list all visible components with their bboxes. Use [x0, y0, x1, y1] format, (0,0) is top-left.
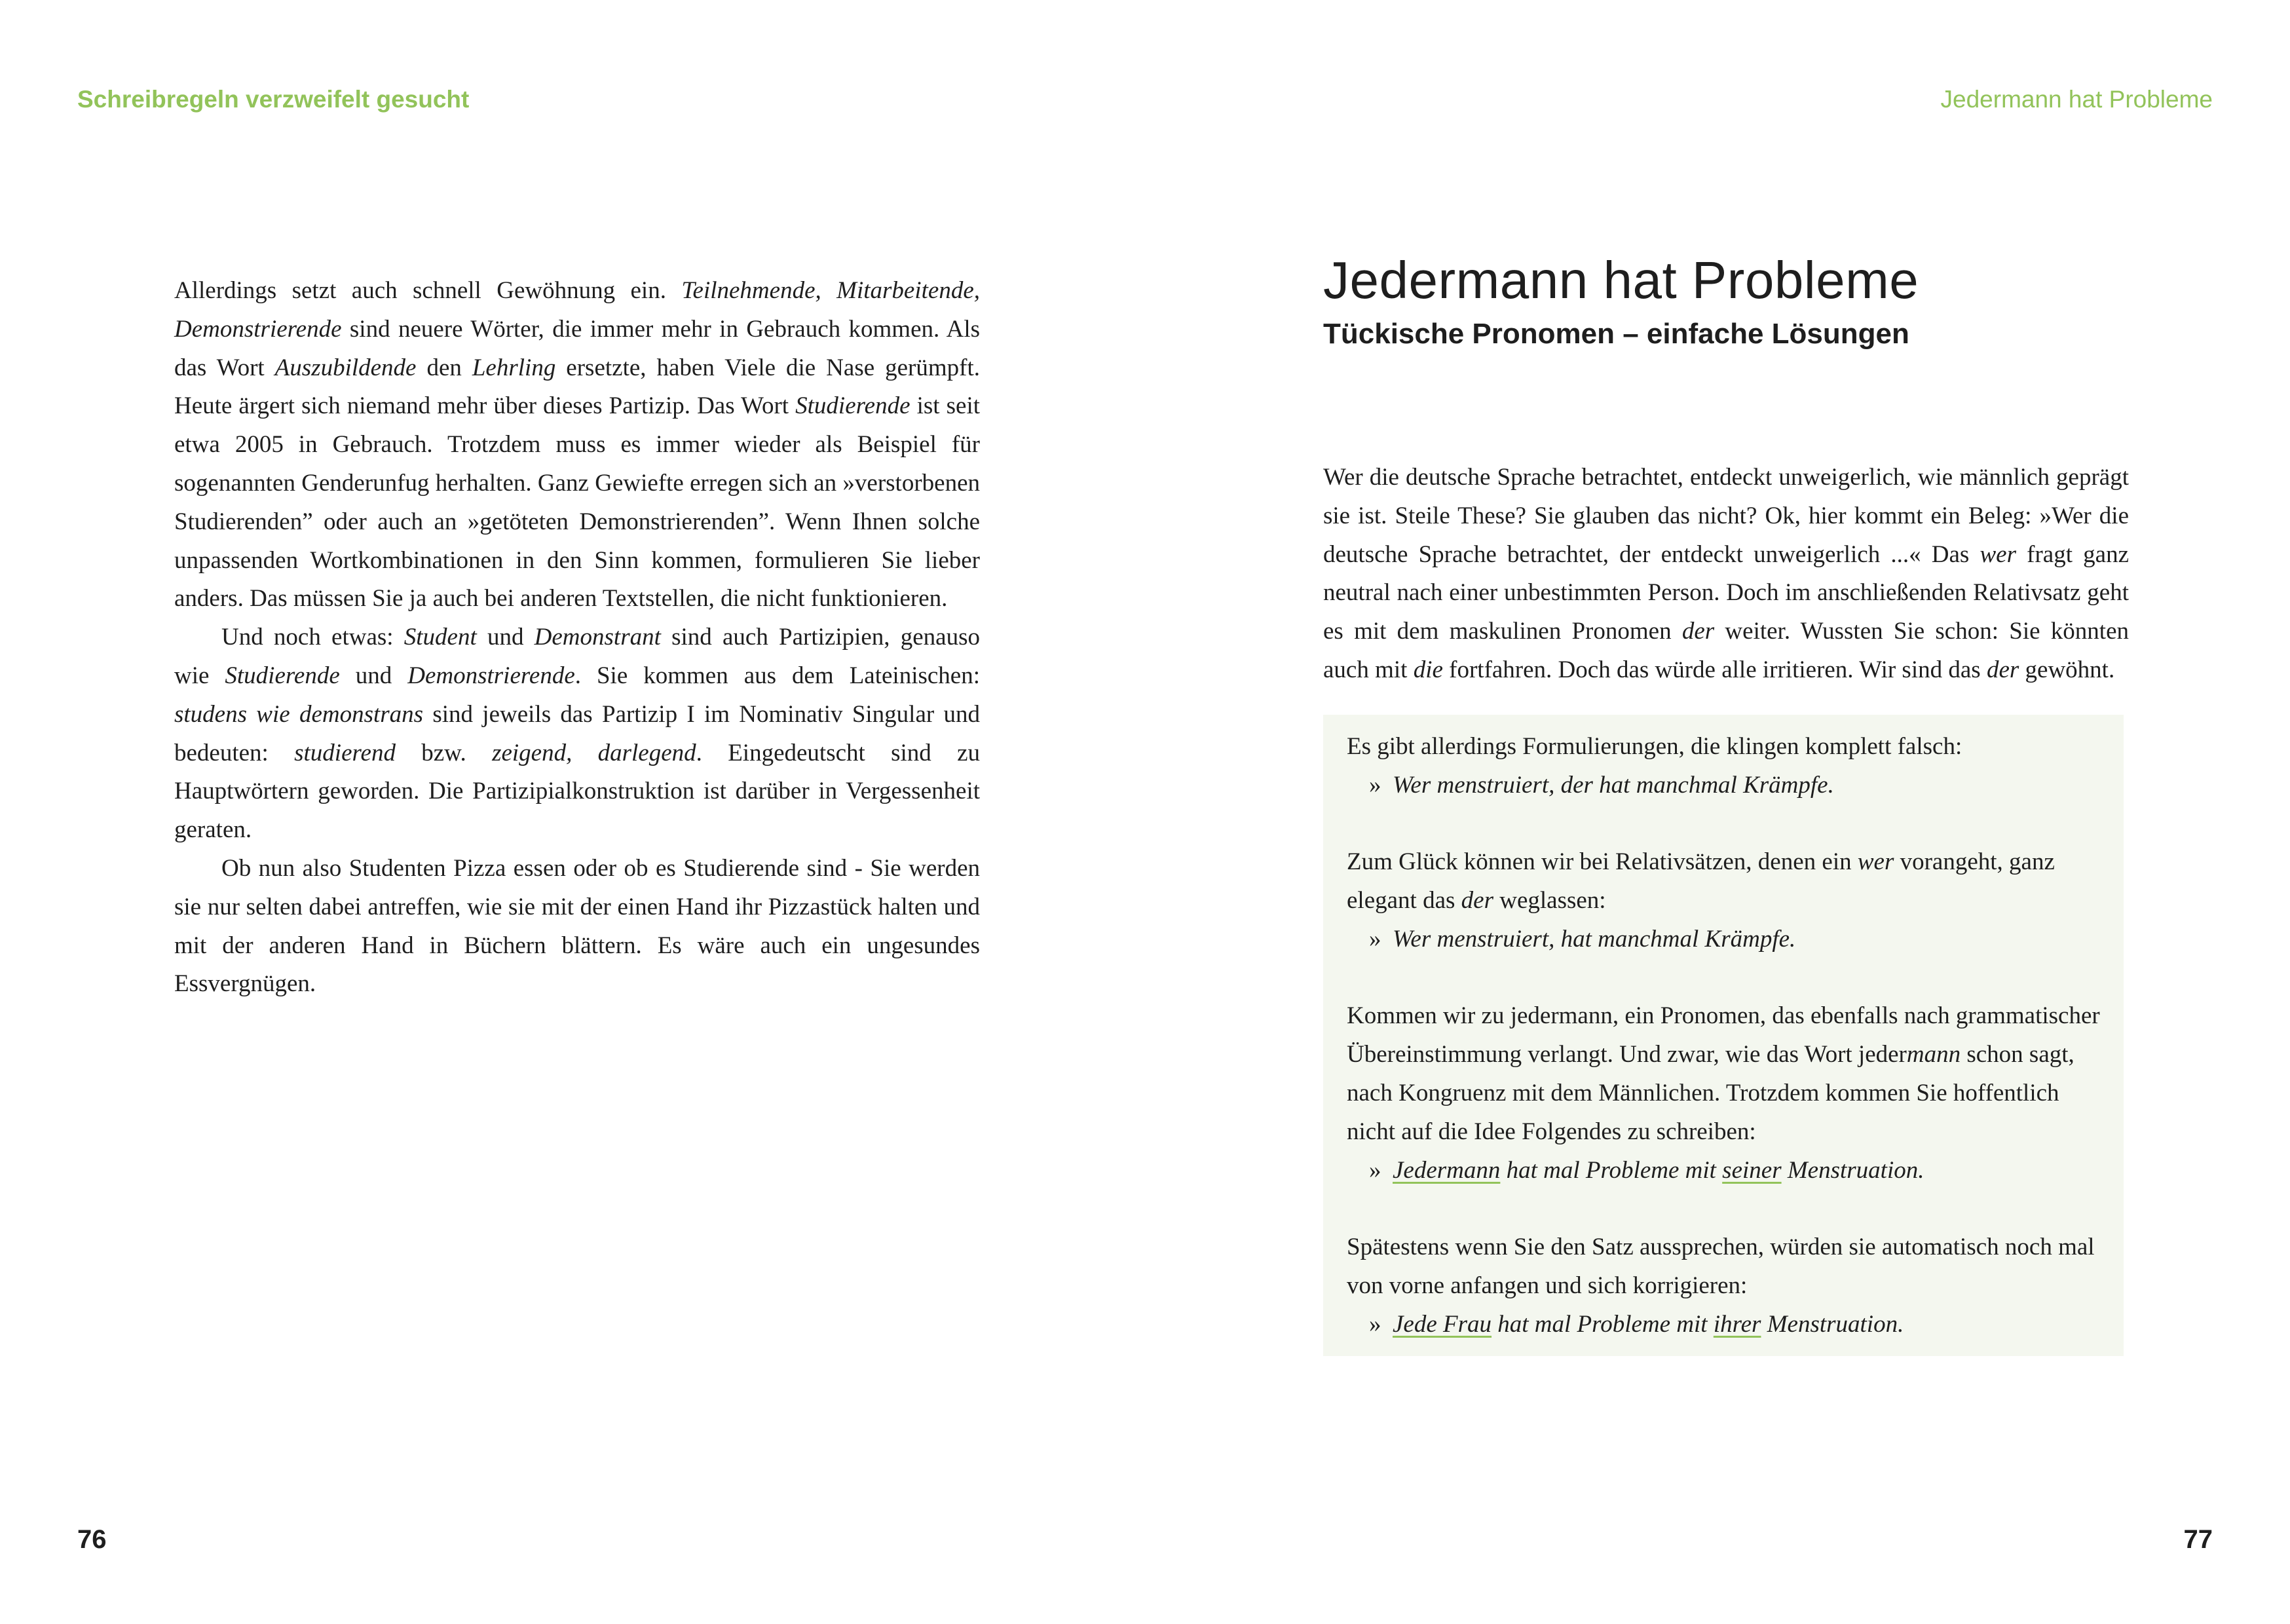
- example-box: [1323, 715, 2124, 1356]
- text-run: ersetzte, haben Viele die Nase gerümpft. Heute ärgert sich niemand mehr über dieses Partizip. Das Wort: [174, 354, 980, 420]
- italic-run: Studierende: [795, 392, 910, 420]
- underlined-run: Jedermann: [1393, 1156, 1501, 1184]
- paragraph-2: [174, 618, 980, 850]
- right-page-body: [1323, 248, 2129, 1356]
- text-run: fortfahren. Doch das würde alle irritieren. Wir sind das: [1442, 656, 1987, 683]
- text-run: Allerdings setzt auch schnell Gewöhnung ein.: [174, 277, 682, 304]
- example-text: Wer menstruiert, der hat manchmal Krämpfe.: [1393, 771, 1834, 799]
- text-run: sind auch Partizipien, genauso wie: [174, 624, 980, 689]
- text-run: Kommen wir zu jedermann, ein Pronomen, das ebenfalls nach grammatischer Übereinstimmung verlangt. Und zwar, wie das Wort jeder: [1347, 1002, 2100, 1068]
- paragraph-1: [174, 272, 980, 618]
- italic-run: Student: [404, 624, 477, 651]
- italic-run: studens wie demonstrans: [174, 700, 424, 728]
- text-run: fragt ganz neutral nach einer unbestimmten Person. Doch im anschließenden Relativsatz geht es mit dem maskulinen Pronomen: [1323, 540, 2129, 645]
- box-text: Spätestens wenn Sie den Satz aussprechen, würden sie automatisch noch mal von vorne anfangen und sich korrigieren:: [1347, 1234, 2095, 1299]
- running-head-right: Jedermann hat Probleme: [1940, 86, 2213, 113]
- text-run: sind jeweils das Partizip I im Nominativ Singular und bedeuten:: [174, 700, 980, 766]
- italic-run: der: [1461, 886, 1493, 914]
- example-text: Menstruation.: [1781, 1156, 1924, 1184]
- left-page-body: [174, 272, 980, 1004]
- text-run: ist seit etwa 2005 in Gebrauch. Trotzdem muss es immer wieder als Beispiel für sogenannten Genderunfug herhalten. Ganz Gewiefte erregen sich an »verstorbenen Studierenden” oder auch an »getöteten Demonstrierenden”. Wenn Ihnen solche unpassenden Wortkombinationen in den Sinn kommen, formulieren Sie lieber anders. Das müssen Sie ja auch bei anderen Textstellen, die nicht funktionieren.: [174, 392, 981, 613]
- box-text: [1347, 997, 2100, 1151]
- example-text: hat mal Probleme mit: [1492, 1310, 1714, 1338]
- quote-mark-icon: »: [1369, 771, 1381, 799]
- italic-run: mann: [1906, 1041, 1961, 1068]
- text-run: vorangeht, ganz elegant das: [1347, 848, 2055, 914]
- example-sentence: [1347, 1306, 2100, 1344]
- text-run: gewöhnt.: [2019, 656, 2115, 683]
- box-text: Es gibt allerdings Formulierungen, die klingen komplett falsch:: [1347, 732, 1962, 760]
- text-run: . Eingedeutscht sind zu Hauptwörtern geworden. Die Partizipialkonstruktion ist darüber in Vergessenheit geraten.: [174, 739, 980, 844]
- underlined-run: seiner: [1722, 1156, 1782, 1184]
- text-run: und: [476, 624, 535, 651]
- example-sentence: [1347, 1152, 2100, 1190]
- text-run: weglassen:: [1493, 886, 1606, 914]
- example-text: hat mal Probleme mit: [1500, 1156, 1723, 1184]
- text-run: weiter. Wussten Sie schon: Sie könnten auch mit: [1323, 618, 2130, 683]
- example-sentence: [1347, 766, 2100, 805]
- box-text: [1347, 843, 2100, 920]
- chapter-title: Jedermann hat Probleme: [1323, 251, 1919, 309]
- page-number-left: 76: [77, 1525, 107, 1554]
- italic-run: Teilnehmende, Mitarbeitende, Demonstrierende: [174, 277, 980, 343]
- italic-run: wer: [1857, 848, 1894, 876]
- quote-mark-icon: »: [1369, 1310, 1381, 1338]
- paragraph-3: Ob nun also Studenten Pizza essen oder ob es Studierende sind - Sie werden sie nur selten dabei antreffen, wie sie mit der einen Hand ihr Pizzastück halten und mit der anderen Hand in Büchern blättern. Es wäre auch ein ungesundes Essvergnügen.: [174, 854, 980, 998]
- quote-mark-icon: »: [1369, 925, 1381, 953]
- text-run: bzw.: [395, 739, 493, 766]
- italic-run: der: [1986, 656, 2019, 683]
- underlined-run: Jede Frau: [1393, 1310, 1492, 1338]
- italic-run: Demonstrant: [534, 624, 661, 651]
- example-text: Wer menstruiert, hat manchmal Krämpfe.: [1393, 925, 1796, 953]
- running-head-left: Schreibregeln verzweifelt gesucht: [77, 86, 470, 113]
- italic-run: Lehrling: [472, 354, 556, 381]
- intro-paragraph: [1323, 459, 2129, 690]
- italic-run: studierend: [294, 739, 396, 766]
- quote-mark-icon: »: [1369, 1156, 1381, 1184]
- example-sentence: [1347, 920, 2100, 959]
- italic-run: Auszubildende: [274, 354, 417, 381]
- page-number-right: 77: [2183, 1525, 2213, 1554]
- italic-run: wer: [1980, 540, 2016, 568]
- underlined-run: ihrer: [1713, 1310, 1761, 1338]
- italic-run: zeigend, darlegend: [492, 739, 696, 766]
- text-run: schon sagt, nach Kongruenz mit dem Männlichen. Trotzdem kommen Sie hoffentlich nicht auf die Idee Folgendes zu schreiben:: [1347, 1041, 2074, 1145]
- text-run: . Sie kommen aus dem Lateinischen:: [574, 662, 980, 689]
- text-run: Wer die deutsche Sprache betrachtet, entdeckt unweigerlich, wie männlich geprägt sie ist. Steile These? Sie glauben das nicht? Ok, hier kommt ein Beleg: »Wer die deutsche Sprache betrachtet, der entdeckt unweigerlich ...« Das: [1323, 464, 2129, 568]
- text-run: Und noch etwas:: [221, 624, 404, 651]
- italic-run: Demonstrierende: [407, 662, 575, 689]
- text-run: Zum Glück können wir bei Relativsätzen, denen ein: [1347, 848, 1858, 876]
- example-text: Menstruation.: [1761, 1310, 1904, 1338]
- text-run: und: [339, 662, 408, 689]
- text-run: sind neuere Wörter, die immer mehr in Gebrauch kommen. Als das Wort: [174, 315, 980, 381]
- text-run: den: [416, 354, 472, 381]
- chapter-subtitle: Tückische Pronomen – einfache Lösungen: [1323, 318, 1909, 350]
- italic-run: die: [1413, 656, 1443, 683]
- italic-run: Studierende: [225, 662, 340, 689]
- italic-run: der: [1681, 618, 1715, 645]
